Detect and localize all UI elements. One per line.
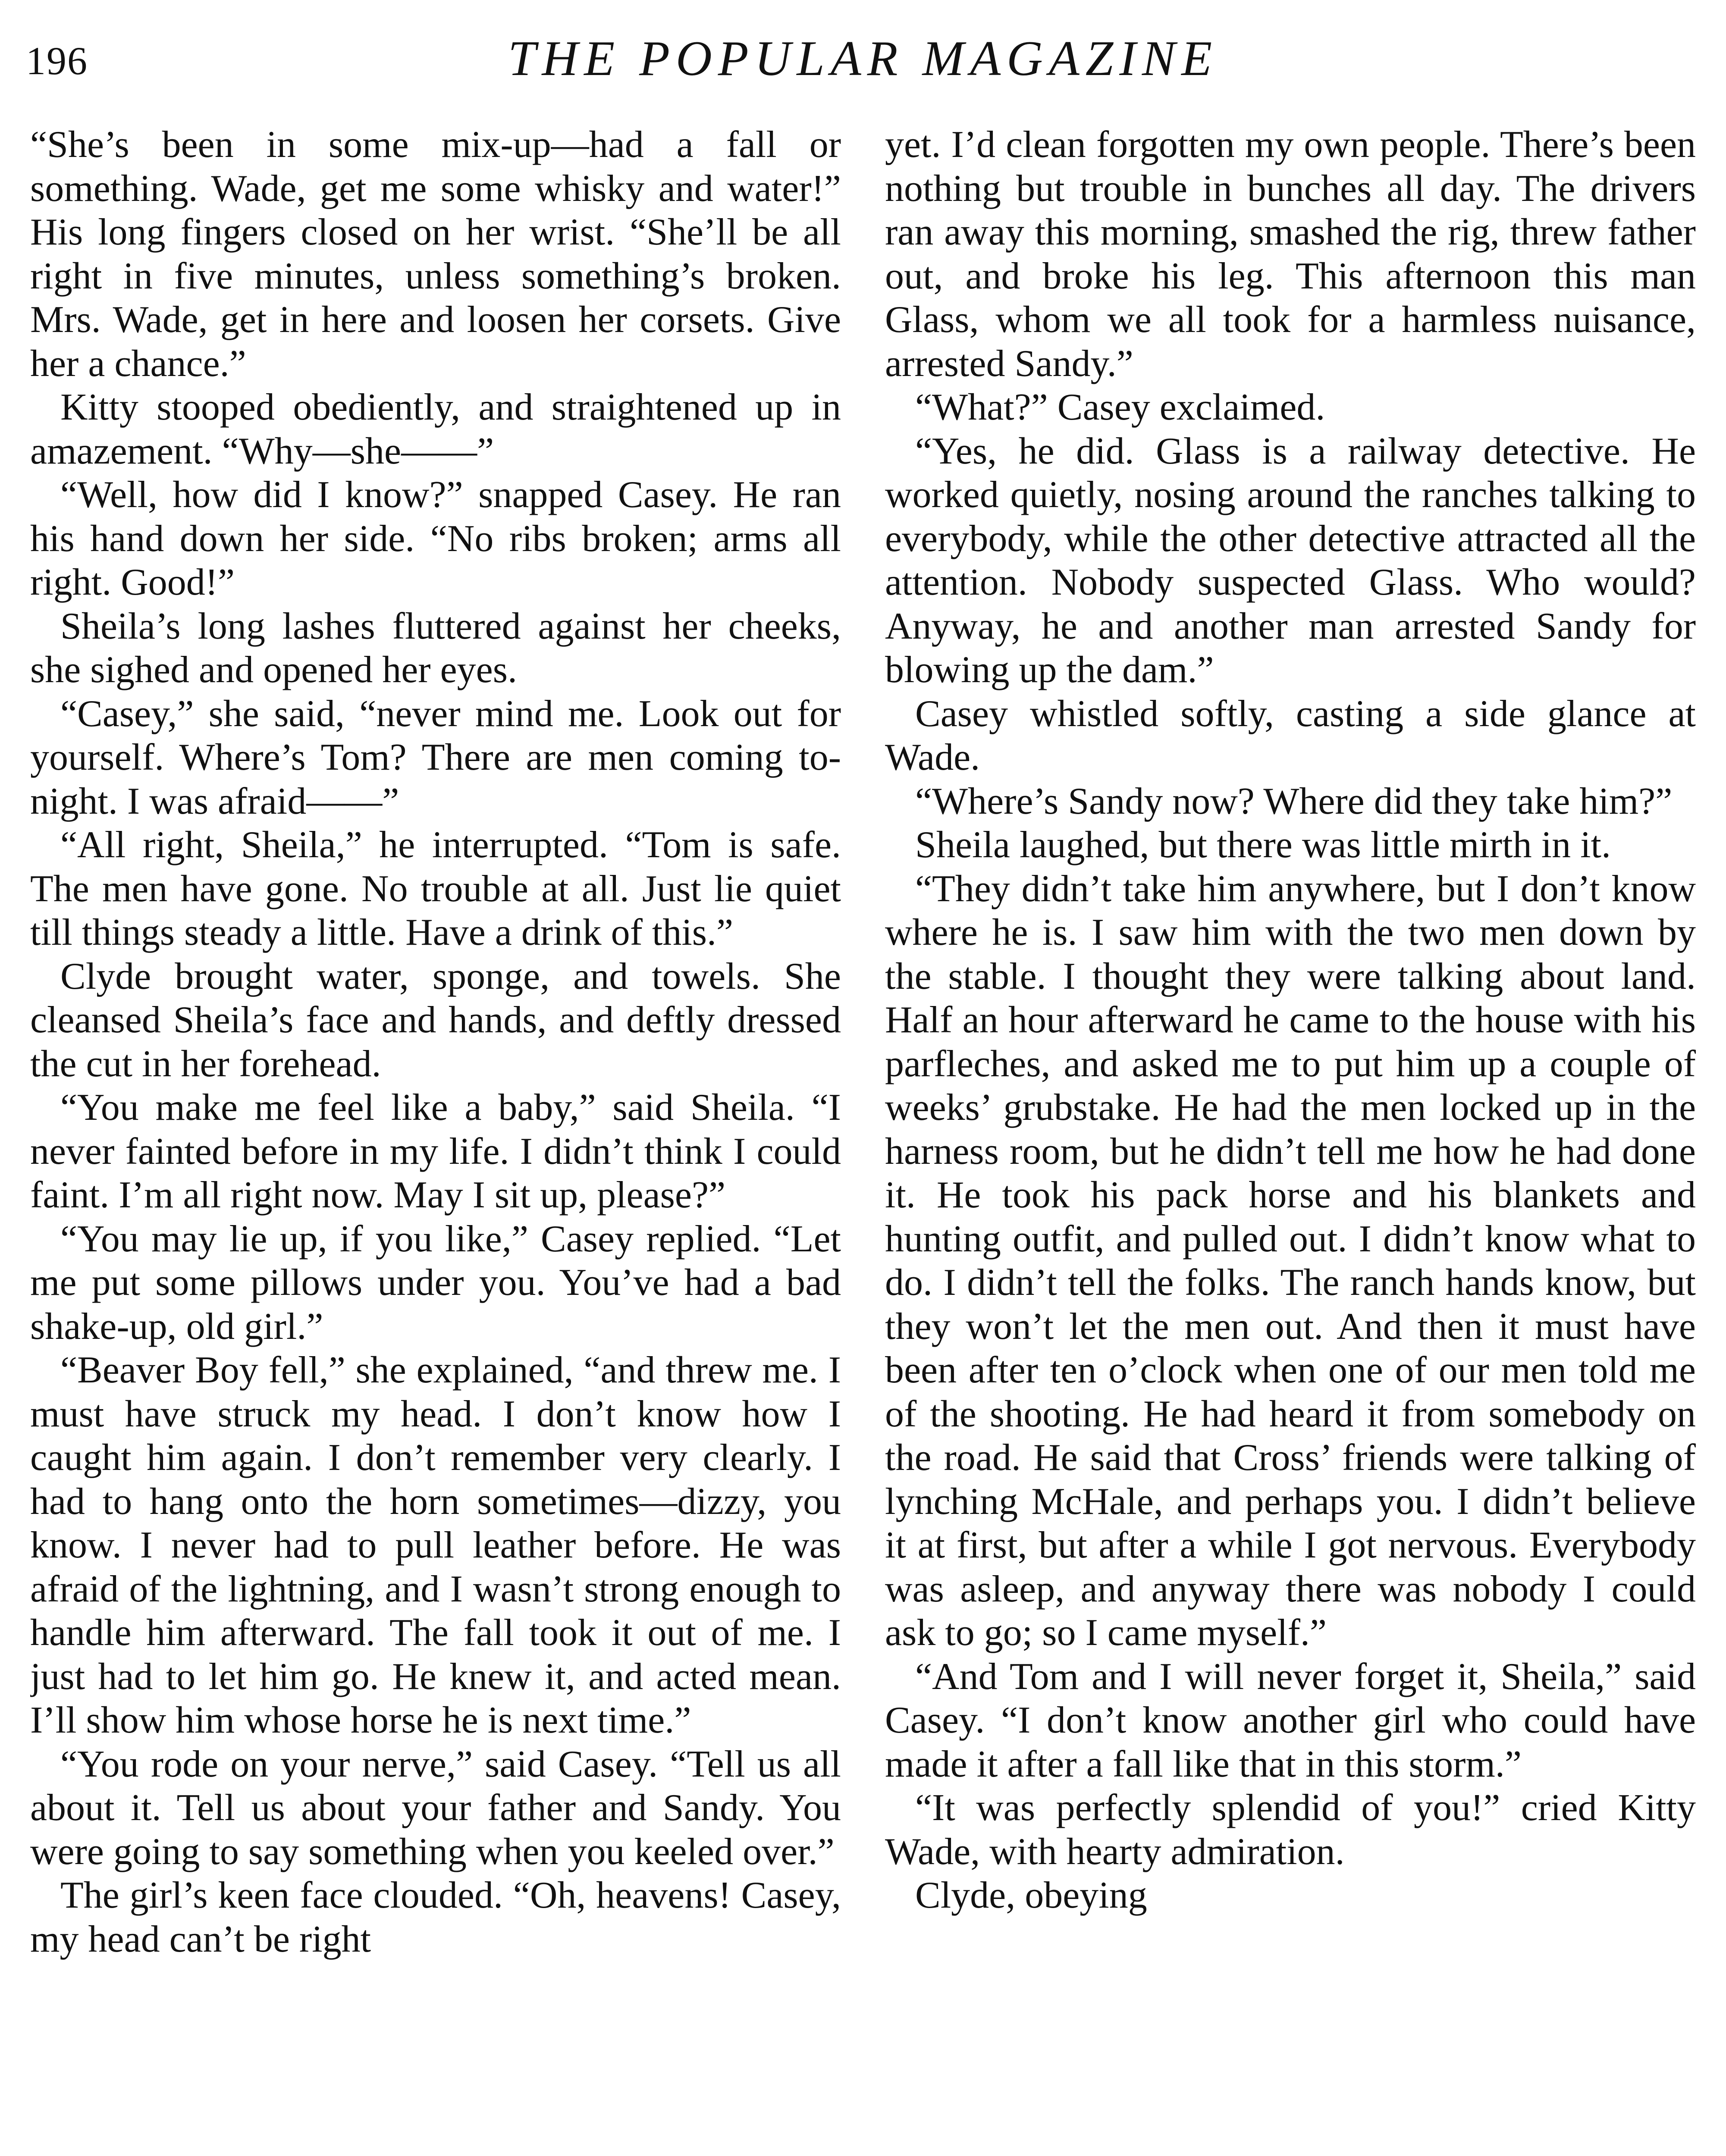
paragraph: “All right, Sheila,” he interrupted. “Tom is safe. The men have gone. No trouble at all. Just lie quiet till things steady a little. Have a drink of this.”: [30, 824, 841, 953]
paragraph: “You may lie up, if you like,” Casey replied. “Let me put some pillows under you. You’ve had a bad shake-up, old girl.”: [30, 1218, 841, 1348]
paragraph: “You rode on your nerve,” said Casey. “Tell us all about it. Tell us about your father and Sandy. You were going to say something when you keeled over.”: [30, 1743, 841, 1873]
paragraph: “And Tom and I will never forget it, Sheila,” said Casey. “I don’t know another girl who could have made it after a fall like that in this storm.”: [885, 1655, 1696, 1785]
paragraph: The girl’s keen face clouded. “Oh, heavens! Casey, my head can’t be right: [30, 1874, 841, 1960]
paragraph: “They didn’t take him anywhere, but I don’t know where he is. I saw him with the two men down by the stable. I thought they were talking about land. Half an hour afterward he came to the house with his parfleches, and asked me to put him up a couple of weeks’ grubstake. He had the men locked up in the harness room, but he didn’t tell me how he had done it. He took his pack horse and his blankets and hunting outfit, and pulled out. I didn’t know what to do. I didn’t tell the folks. The ranch hands know, but they won’t let the men out. And then it must have been after ten o’clock when one of our men told me of the shooting. He had heard it from somebody on the road. He said that Cross’ friends were talking of lynching McHale, and perhaps you. I didn’t believe it at first, but after a while I got nervous. Everybody was asleep, and anyway there was nobody I could ask to go; so I came myself.”: [885, 868, 1696, 1654]
page-number: 196: [26, 39, 88, 83]
paragraph: “You make me feel like a baby,” said Sheila. “I never fainted before in my life. I didn’t think I could faint. I’m all right now. May I sit up, please?”: [30, 1087, 841, 1216]
paragraph: Sheila’s long lashes fluttered against her cheeks, she sighed and opened her eyes.: [30, 605, 841, 691]
paragraph: “Beaver Boy fell,” she explained, “and threw me. I must have struck my head. I don’t know how I caught him again. I don’t remember very clearly. I had to hang onto the horn sometimes—dizzy, you know. I never had to pull leather before. He was afraid of the lightning, and I wasn’t strong enough to handle him afterward. The fall took it out of me. I just had to let him go. He knew it, and acted mean. I’ll show him whose horse he is next time.”: [30, 1349, 841, 1741]
paragraph: yet. I’d clean forgotten my own people. There’s been nothing but trouble in bunches all day. The drivers ran away this morning, smashed the rig, threw father out, and broke his leg. This afternoon this man Glass, whom we all took for a harmless nuisance, arrested Sandy.”: [885, 124, 1696, 385]
paragraph: “She’s been in some mix-up—had a fall or something. Wade, get me some whisky and water!” His long fingers closed on her wrist. “She’ll be all right in five minutes, unless something’s broken. Mrs. Wade, get in here and loosen her corsets. Give her a chance.”: [30, 124, 841, 385]
left-column: [30, 123, 841, 2156]
page-header: [26, 30, 1700, 91]
paragraph: “It was perfectly splendid of you!” cried Kitty Wade, with hearty admiration.: [885, 1787, 1696, 1873]
paragraph: “Where’s Sandy now? Where did they take him?”: [915, 780, 1673, 822]
paragraph: Clyde, obeying: [915, 1874, 1147, 1916]
paragraph: “Well, how did I know?” snapped Casey. He ran his hand down her side. “No ribs broken; arms all right. Good!”: [30, 474, 841, 603]
paragraph: “What?” Casey exclaimed.: [915, 386, 1325, 428]
paragraph: “Casey,” she said, “never mind me. Look out for yourself. Where’s Tom? There are men coming to-night. I was afraid——”: [30, 693, 841, 822]
paragraph: “Yes, he did. Glass is a railway detective. He worked quietly, nosing around the ranches talking to everybody, while the other detective attracted all the attention. Nobody suspected Glass. Who would? Anyway, he and another man arrested Sandy for blowing up the dam.”: [885, 430, 1696, 691]
paragraph: Clyde brought water, sponge, and towels. She cleansed Sheila’s face and hands, and deftly dressed the cut in her forehead.: [30, 955, 841, 1085]
right-column: [885, 123, 1696, 2156]
paragraph: Sheila laughed, but there was little mirth in it.: [915, 824, 1611, 866]
paragraph: Kitty stooped obediently, and straightened up in amazement. “Why—she——”: [30, 386, 841, 472]
paragraph: Casey whistled softly, casting a side glance at Wade.: [885, 693, 1696, 778]
running-title: THE POPULAR MAGAZINE: [508, 31, 1218, 86]
